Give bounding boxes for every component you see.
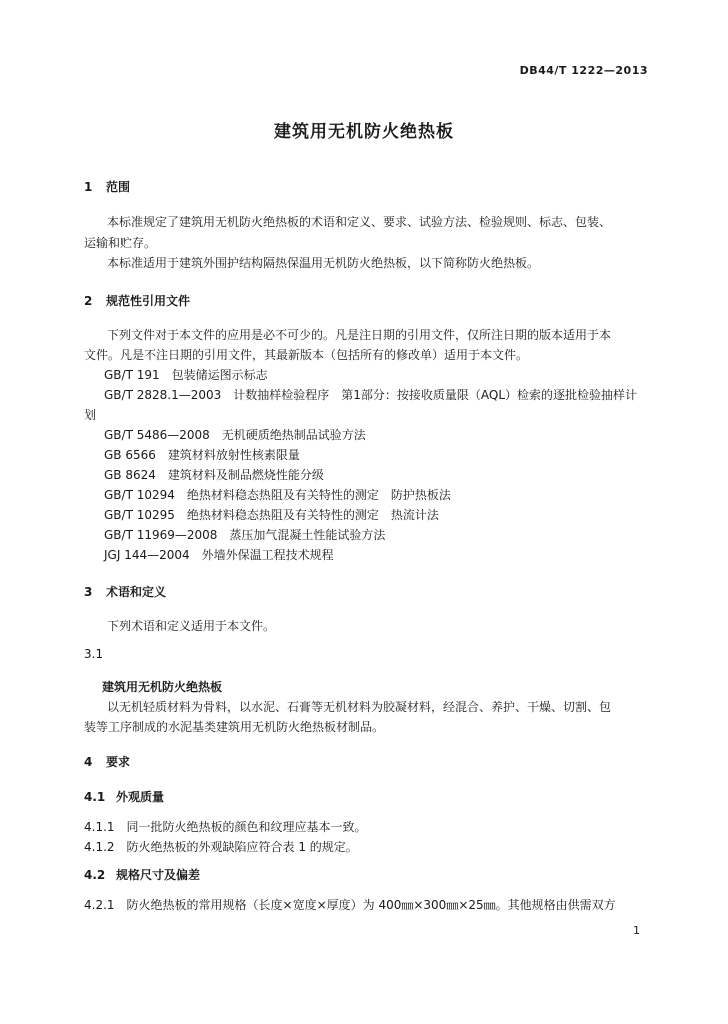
- page-number: 1: [633, 924, 640, 937]
- section-2-heading: [84, 292, 190, 309]
- section-number: 1: [84, 180, 93, 194]
- references-intro-a: 下列文件对于本文件的应用是必不可少的。凡是注日期的引用文件，仅所注日期的版本适用于本: [107, 328, 612, 342]
- clause-4-2-1: 4.2.1 防火绝热板的常用规格（长度×宽度×厚度）为 400㎜×300㎜×25㎜。其他规格由供需双方: [84, 898, 616, 912]
- document-number: DB44/T 1222—2013: [519, 64, 648, 77]
- reference-item: GB/T 10295 绝热材料稳态热阻及有关特性的测定 热流计法: [104, 508, 439, 522]
- reference-item: JGJ 144—2004 外墙外保温工程技术规程: [104, 548, 334, 562]
- term-definition-a: 以无机轻质材料为骨料，以水泥、石膏等无机材料为胶凝材料，经混合、养护、干燥、切割、包: [107, 700, 612, 714]
- subsection-number: 4.1: [84, 790, 106, 804]
- reference-item: GB 8624 建筑材料及制品燃烧性能分级: [104, 468, 324, 482]
- clause-4-1-2: 4.1.2 防火绝热板的外观缺陷应符合表 1 的规定。: [84, 840, 358, 854]
- term-name: 建筑用无机防火绝热板: [102, 680, 223, 694]
- subsection-title: 规格尺寸及偏差: [116, 868, 201, 882]
- reference-item: GB/T 2828.1—2003 计数抽样检验程序 第1部分：按接收质量限（AQL）检索的逐批检验抽样计: [104, 388, 638, 402]
- subsection-4-2-heading: [84, 866, 200, 883]
- section-title: 要求: [106, 755, 131, 769]
- scope-paragraph-1b: 运输和贮存。: [84, 236, 157, 250]
- section-3-heading: [84, 583, 166, 600]
- reference-item: GB/T 191 包装储运图示标志: [104, 368, 268, 382]
- section-title: 术语和定义: [106, 585, 167, 599]
- reference-item: GB 6566 建筑材料放射性核素限量: [104, 448, 300, 462]
- references-intro-b: 文件。凡是不注日期的引用文件，其最新版本（包括所有的修改单）适用于本文件。: [84, 348, 529, 362]
- subsection-title: 外观质量: [116, 790, 165, 804]
- section-title: 范围: [106, 180, 131, 194]
- section-1-heading: [84, 178, 130, 195]
- reference-item-continuation: 划: [84, 408, 97, 422]
- subsection-number: 4.2: [84, 868, 106, 882]
- clause-4-1-1: 4.1.1 同一批防火绝热板的颜色和纹理应基本一致。: [84, 820, 367, 834]
- section-4-heading: [84, 753, 130, 770]
- scope-paragraph-2: 本标准适用于建筑外围护结构隔热保温用无机防火绝热板，以下简称防火绝热板。: [107, 256, 540, 270]
- scope-paragraph-1a: 本标准规定了建筑用无机防火绝热板的术语和定义、要求、试验方法、检验规则、标志、包装、: [107, 215, 612, 229]
- section-number: 2: [84, 294, 93, 308]
- term-number: 3.1: [84, 647, 104, 661]
- section-number: 4: [84, 755, 93, 769]
- document-title: 建筑用无机防火绝热板: [274, 122, 454, 142]
- section-number: 3: [84, 585, 93, 599]
- terms-intro: 下列术语和定义适用于本文件。: [107, 619, 276, 633]
- reference-item: GB/T 11969—2008 蒸压加气混凝土性能试验方法: [104, 528, 386, 542]
- reference-item: GB/T 10294 绝热材料稳态热阻及有关特性的测定 防护热板法: [104, 488, 451, 502]
- term-definition-b: 装等工序制成的水泥基类建筑用无机防火绝热板材制品。: [84, 720, 385, 734]
- section-title: 规范性引用文件: [106, 294, 191, 308]
- reference-item: GB/T 5486—2008 无机硬质绝热制品试验方法: [104, 428, 366, 442]
- subsection-4-1-heading: [84, 788, 164, 805]
